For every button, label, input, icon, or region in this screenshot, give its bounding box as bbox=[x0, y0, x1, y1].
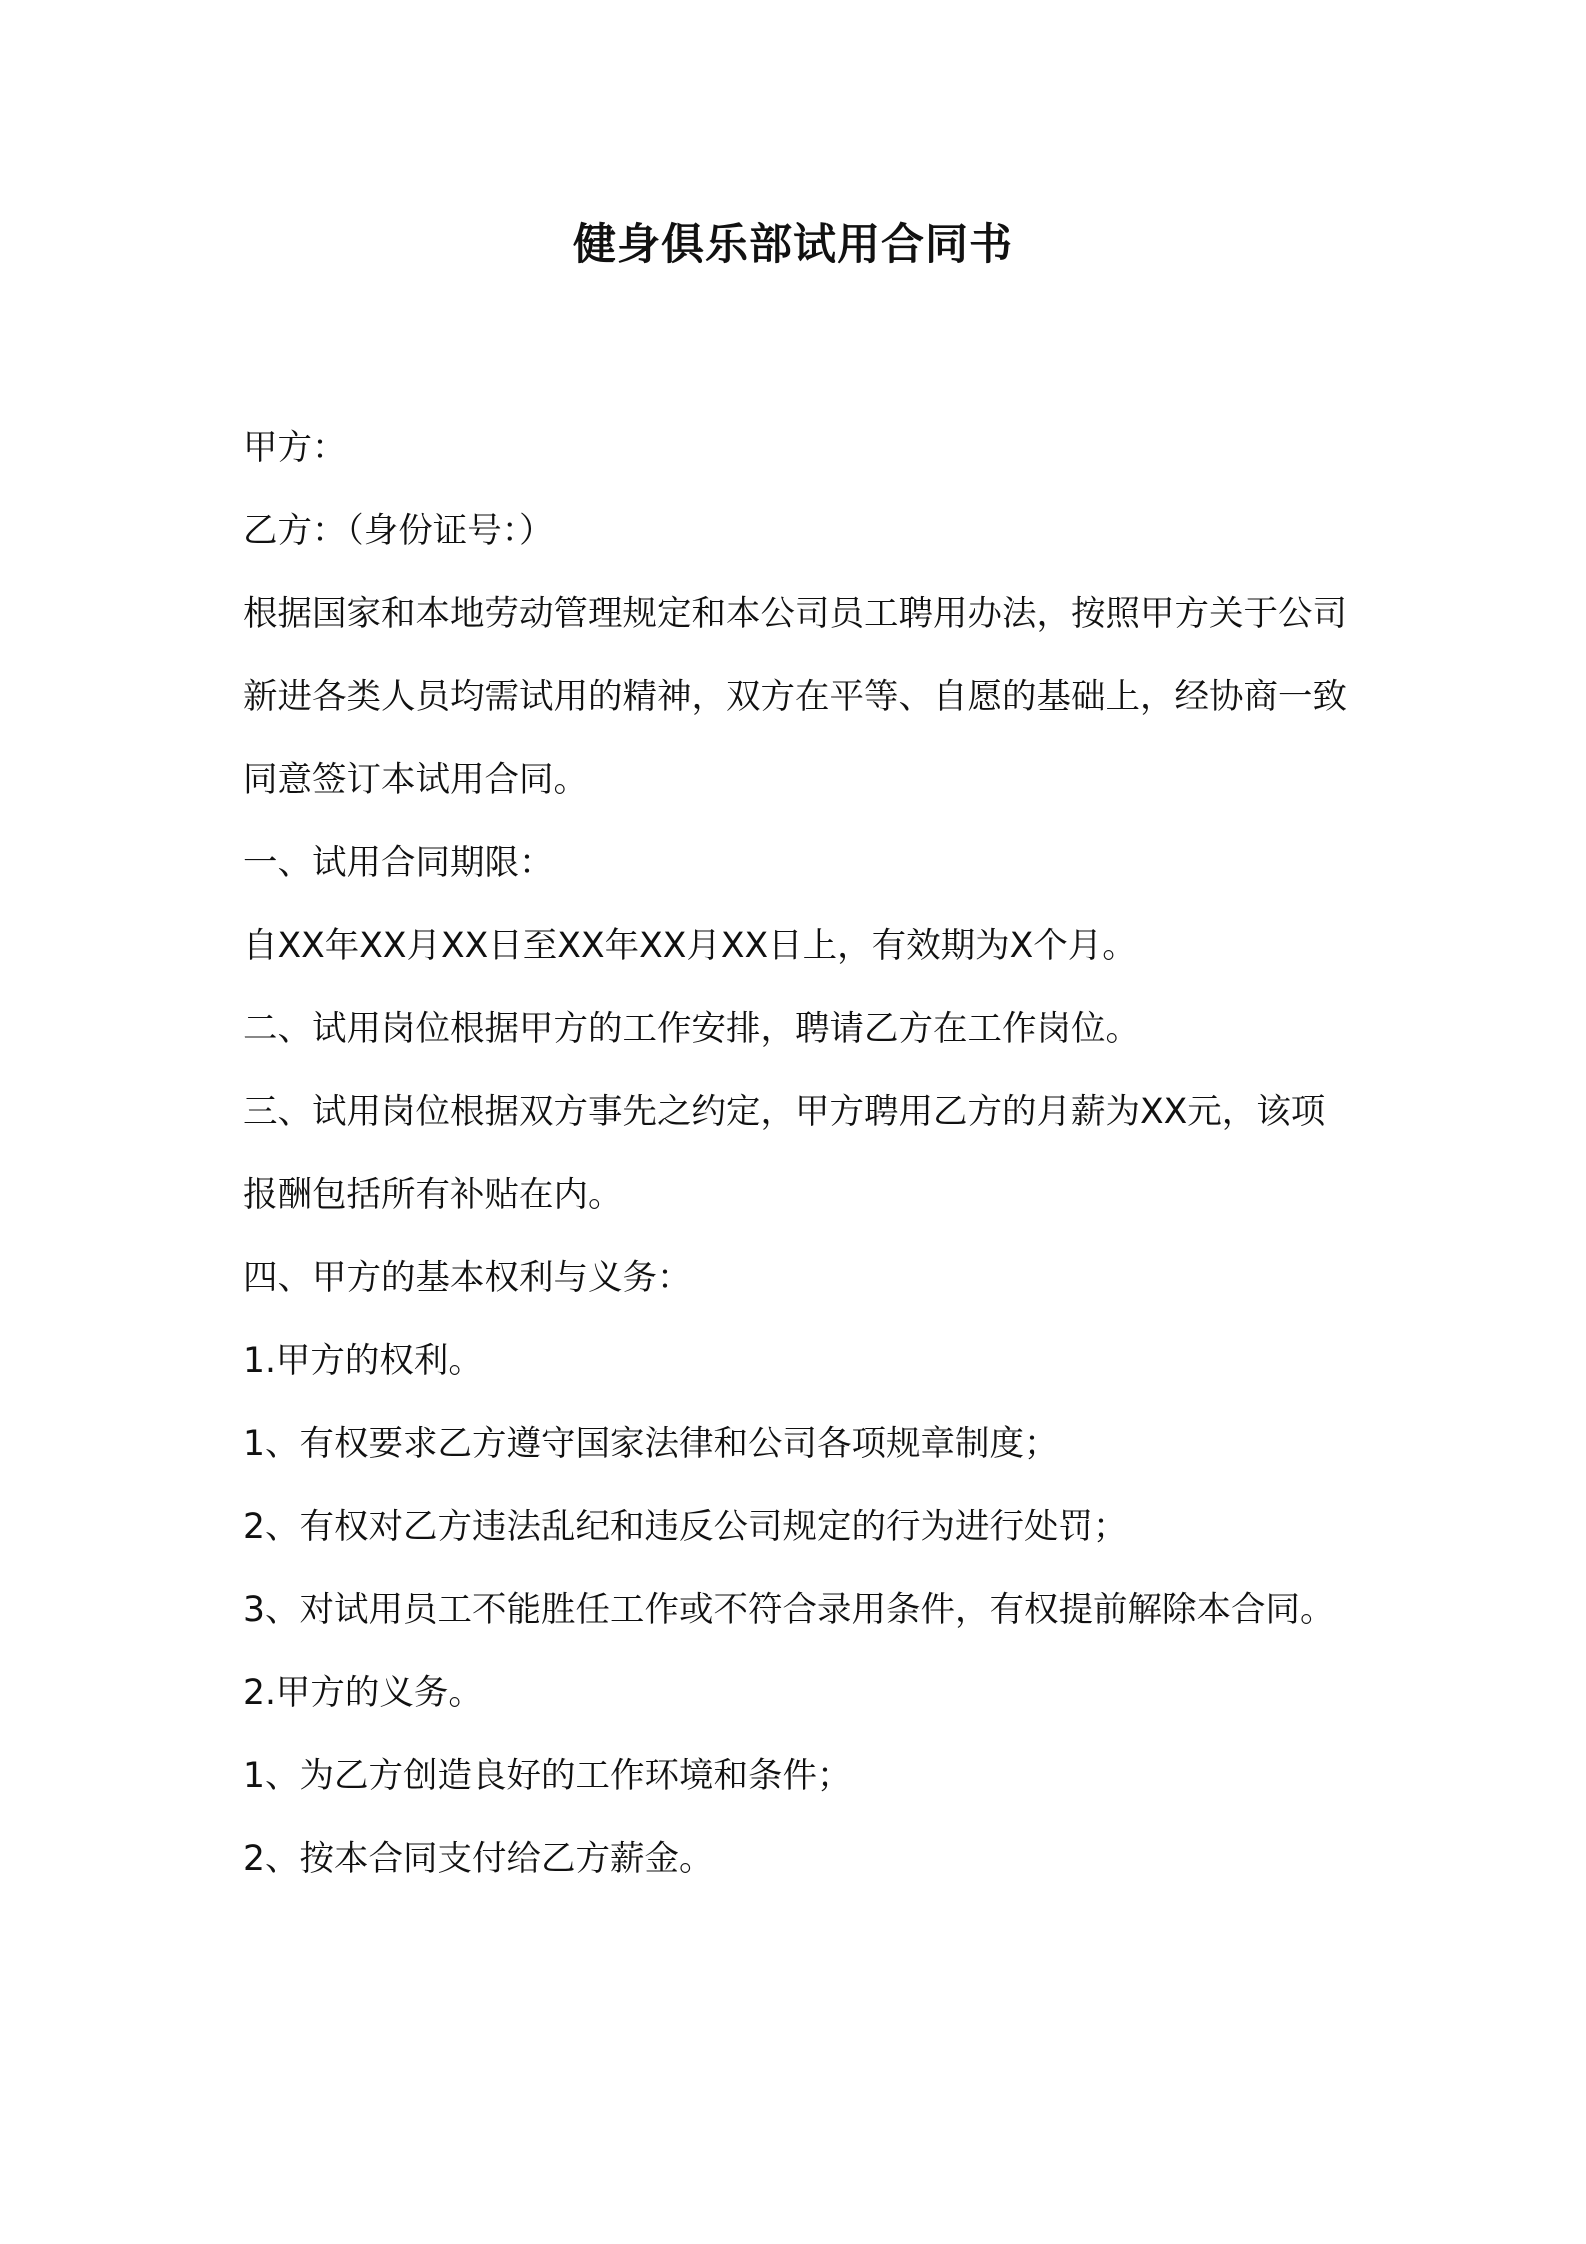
preamble-paragraph: 根据国家和本地劳动管理规定和本公司员工聘用办法，按照甲方关于公司新进各类人员均需试用的精神，双方在平等、自愿的基础上，经协商一致同意签订本试用合同。 bbox=[243, 594, 1347, 800]
section-3-salary: 三、试用岗位根据双方事先之约定，甲方聘用乙方的月薪为XX元，该项报酬包括所有补贴在内。 bbox=[243, 1092, 1326, 1215]
section-1-heading: 一、试用合同期限： bbox=[243, 843, 554, 883]
party-a-line: 甲方： bbox=[243, 428, 347, 468]
party-a-right-1: 1、有权要求乙方遵守国家法律和公司各项规章制度； bbox=[243, 1424, 1059, 1464]
party-a-duties-heading: 2.甲方的义务。 bbox=[243, 1673, 483, 1713]
party-a-duty-1: 1、为乙方创造良好的工作环境和条件； bbox=[243, 1756, 852, 1796]
document-body bbox=[243, 407, 1358, 1901]
section-4-heading: 四、甲方的基本权利与义务： bbox=[243, 1258, 692, 1298]
party-a-duty-2: 2、按本合同支付给乙方薪金。 bbox=[243, 1839, 714, 1879]
document-title: 健身俱乐部试用合同书 bbox=[573, 220, 1013, 270]
party-a-right-2: 2、有权对乙方违法乱纪和违反公司规定的行为进行处罚； bbox=[243, 1507, 1128, 1547]
section-2-position: 二、试用岗位根据甲方的工作安排，聘请乙方在工作岗位。 bbox=[243, 1009, 1140, 1049]
party-b-line: 乙方：（身份证号：） bbox=[243, 511, 554, 551]
party-a-rights-heading: 1.甲方的权利。 bbox=[243, 1341, 483, 1381]
party-a-right-3: 3、对试用员工不能胜任工作或不符合录用条件，有权提前解除本合同。 bbox=[243, 1590, 1335, 1630]
section-1-term: 自XX年XX月XX日至XX年XX月XX日上，有效期为X个月。 bbox=[243, 926, 1137, 966]
